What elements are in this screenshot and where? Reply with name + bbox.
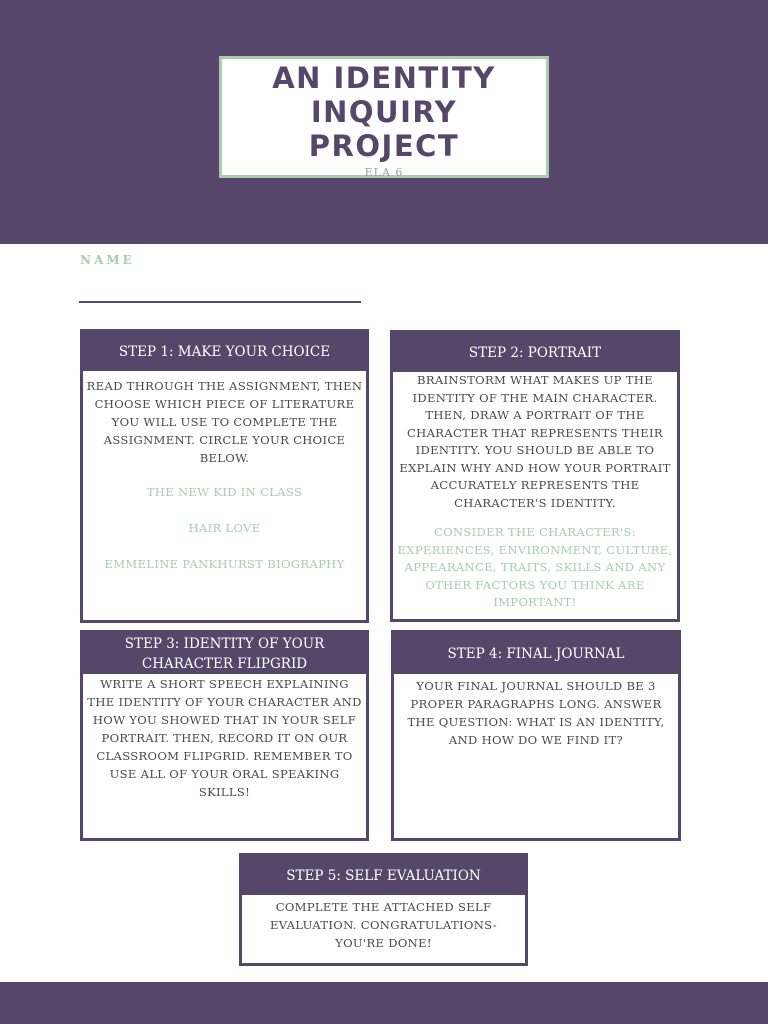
step-3-card [80, 630, 369, 841]
footer-band [0, 982, 768, 1024]
step-3-heading: STEP 3: IDENTITY OF YOUR CHARACTER FLIPGRID [83, 633, 366, 674]
step-3-body: WRITE A SHORT SPEECH EXPLAINING THE IDENTITY OF YOUR CHARACTER AND HOW YOU SHOWED THAT IN YOUR SELF PORTRAIT. THEN, RECORD IT ON OUR CLASSROOM FLIPGRID. REMEMBER TO USE ALL OF YOUR ORAL SPEAKING SKILLS! [87, 677, 362, 799]
step-1-card [80, 329, 369, 623]
title-box [219, 56, 549, 178]
step-4-heading: STEP 4: FINAL JOURNAL [394, 633, 678, 674]
step-5-body: COMPLETE THE ATTACHED SELF EVALUATION. CONGRATULATIONS- YOU'RE DONE! [269, 900, 498, 950]
step-4-card [391, 630, 681, 841]
title-line: AN IDENTITY [272, 61, 496, 95]
step-5-heading: STEP 5: SELF EVALUATION [242, 856, 525, 895]
choice-option[interactable]: HAIR LOVE [188, 521, 261, 535]
step-2-note: CONSIDER THE CHARACTER'S: EXPERIENCES, ENVIRONMENT, CULTURE, APPEARANCE, TRAITS, SKILLS AND ANY OTHER FACTORS YOU THINK ARE IMPORTANT! [397, 525, 673, 609]
step-4-body: YOUR FINAL JOURNAL SHOULD BE 3 PROPER PARAGRAPHS LONG. ANSWER THE QUESTION: WHAT IS AN IDENTITY, AND HOW DO WE FIND IT? [407, 679, 665, 747]
step-1-choices [83, 483, 366, 573]
step-2-card [390, 330, 680, 622]
step-1-body: READ THROUGH THE ASSIGNMENT, THEN CHOOSE WHICH PIECE OF LITERATURE YOU WILL USE TO COMPLETE THE ASSIGNMENT. CIRCLE YOUR CHOICE BELOW. [86, 379, 363, 465]
title-line: PROJECT [308, 129, 460, 163]
step-2-heading: STEP 2: PORTRAIT [393, 333, 677, 372]
page-title [222, 61, 546, 163]
step-5-card [239, 853, 528, 966]
step-2-body: BRAINSTORM WHAT MAKES UP THE IDENTITY OF THE MAIN CHARACTER. THEN, DRAW A PORTRAIT OF THE CHARACTER THAT REPRESENTS THEIR IDENTITY. YOU SHOULD BE ABLE TO EXPLAIN WHY AND HOW YOUR PORTRAIT ACCURATELY REPRESENTS THE CHARACTER'S IDENTITY. [399, 373, 671, 510]
choice-option[interactable]: THE NEW KID IN CLASS [146, 485, 303, 499]
step-1-heading: STEP 1: MAKE YOUR CHOICE [83, 332, 366, 371]
name-write-line[interactable] [79, 301, 361, 303]
page-subtitle: ELA 6 [364, 166, 404, 179]
name-label: NAME [80, 253, 135, 267]
title-line: INQUIRY [310, 95, 458, 129]
choice-option[interactable]: EMMELINE PANKHURST BIOGRAPHY [104, 557, 345, 571]
